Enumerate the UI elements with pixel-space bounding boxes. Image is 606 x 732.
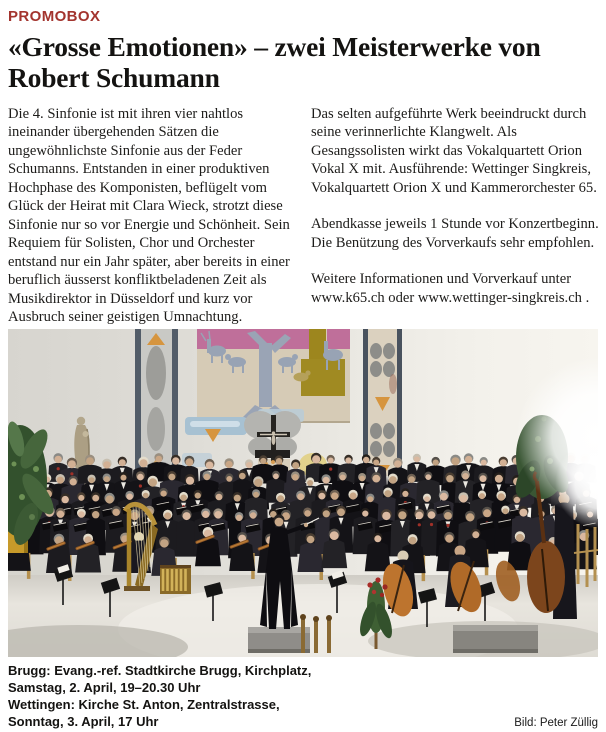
wooden-posts (300, 614, 332, 653)
paragraph: Abendkasse jeweils 1 Stunde vor Konzertbeginn. Die Benützung des Vorverkaufs sehr empfohlen. (311, 216, 599, 251)
photo-caption (8, 662, 311, 730)
paragraph: Das selten aufgeführte Werk beeindruckt durch seine verinnerlichte Klangwelt. Als Gesangssolisten wirkt das Vokalquartett Orion Vokal X mit. Ausführende: Wettinger Singkreis, Vokalquartett Orion X und Kammerorchester 65. (311, 105, 597, 196)
article-body (8, 105, 598, 327)
paragraph: Weitere Informationen und Vorverkauf unter www.k65.ch oder www.wettinger-singkreis.ch . (311, 271, 590, 306)
paragraph: Die 4. Sinfonie ist mit ihren vier nahtlos ineinander übergehenden Sätzen die ungewöhnlichste Sinfonie aus der Feder Schumanns. Entstanden in einer produktiven Hochphase des Komponisten, beflügelt vom Glück der Heirat mit Clara Wieck, strotzt diese Sinfonie nur so vor Energie und Schönheit. Sein Requiem für Solisten, Chor und Orchester entstand nur ein Jahr später, aber bereits in einer beruflich äusserst konfliktbeladenen Zeit als Musikdirektor in Düsseldorf und kurz vor Ausbruch seiner geistigen Umnachtung. (8, 105, 290, 326)
church-mural (197, 329, 350, 423)
organ-pipes (160, 565, 191, 594)
caption-row (8, 662, 598, 730)
right-pillar (363, 329, 402, 476)
stage-platform (453, 625, 538, 653)
caption-line: Samstag, 2. April, 19–20.30 Uhr (8, 679, 201, 695)
caption-line: Brugg: Evang.-ref. Stadtkirche Brugg, Kirchplatz, (8, 662, 312, 678)
photo-credit: Bild: Peter Züllig (514, 716, 598, 729)
body-column-left (8, 105, 296, 327)
concert-photo (8, 329, 598, 657)
caption-line: Sonntag, 3. April, 17 Uhr (8, 713, 159, 729)
caption-line: Wettingen: Kirche St. Anton, Zentralstrasse, (8, 696, 280, 712)
kicker: PROMOBOX (8, 8, 101, 25)
wooden-chairs (574, 524, 598, 587)
body-column-right (311, 105, 599, 308)
article-title: «Grosse Emotionen» – zwei Meisterwerke von Robert Schumann (8, 31, 541, 94)
